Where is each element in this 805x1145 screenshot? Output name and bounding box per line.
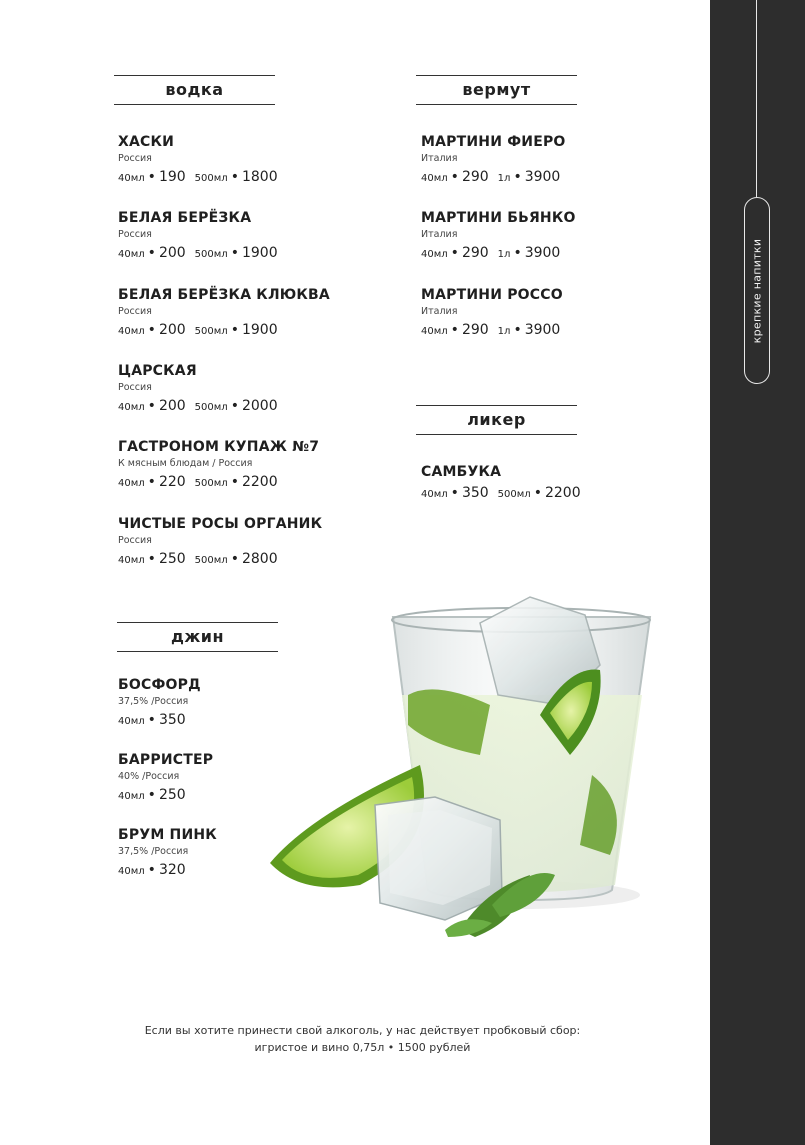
- gin-section-title: джин: [170, 627, 225, 646]
- menu-item-vodka: [118, 363, 278, 414]
- price: 3900: [524, 169, 561, 185]
- price: 250: [158, 787, 186, 803]
- item-name: МАРТИНИ ФИЕРО: [421, 134, 566, 150]
- price: 190: [158, 169, 186, 185]
- item-name: ГАСТРОНОМ КУПАЖ №7: [118, 439, 320, 455]
- item-price: 40мл • 220 500мл • 2200: [118, 474, 278, 490]
- price: 220: [158, 474, 186, 490]
- menu-item-gin: [118, 677, 201, 728]
- price: 290: [461, 322, 489, 338]
- menu-item-vermouth: [421, 134, 566, 185]
- price: 320: [158, 862, 186, 878]
- item-origin: Россия: [118, 535, 152, 546]
- item-price: 40мл • 200 500мл • 2000: [118, 398, 278, 414]
- menu-item-vodka: [118, 287, 330, 338]
- item-origin: Россия: [118, 229, 152, 240]
- item-name: САМБУКА: [421, 464, 502, 480]
- corkage-note-line-1: Если вы хотите принести свой алкоголь, у нас действует пробковый сбор:: [144, 1024, 581, 1037]
- item-origin: Россия: [118, 382, 152, 393]
- item-name: МАРТИНИ РОССО: [421, 287, 563, 303]
- vermouth-section-title: вермут: [462, 80, 531, 99]
- volume: 40мл: [118, 555, 145, 566]
- item-origin: К мясным блюдам / Россия: [118, 458, 253, 469]
- volume: 40мл: [118, 402, 145, 413]
- menu-item-vodka: [118, 439, 319, 490]
- item-name: ЧИСТЫЕ РОСЫ ОРГАНИК: [118, 516, 323, 532]
- corkage-note: [60, 1022, 665, 1056]
- item-origin: 37,5% /Россия: [118, 846, 189, 857]
- item-price: 40мл • 290 1л • 3900: [421, 245, 561, 261]
- item-origin: Италия: [421, 229, 458, 240]
- volume: 40мл: [118, 866, 145, 877]
- volume: 40мл: [118, 173, 145, 184]
- price: 200: [158, 398, 186, 414]
- price: 290: [461, 245, 489, 261]
- price: 2200: [241, 474, 278, 490]
- volume: 500мл: [194, 173, 228, 184]
- menu-item-gin: [118, 827, 217, 878]
- volume: 40мл: [421, 249, 448, 260]
- volume: 40мл: [118, 326, 145, 337]
- category-tab[interactable]: [744, 197, 770, 384]
- price: 350: [158, 712, 186, 728]
- liqueur-section-title: ликер: [467, 410, 526, 429]
- volume: 40мл: [118, 249, 145, 260]
- price: 350: [461, 485, 489, 501]
- volume: 500мл: [194, 326, 228, 337]
- corkage-note-line-2: игристое и вино 0,75л • 1500 рублей: [254, 1041, 471, 1054]
- volume: 500мл: [194, 402, 228, 413]
- item-price: 40мл • 200 500мл • 1900: [118, 245, 278, 261]
- price: 3900: [524, 322, 561, 338]
- vodka-section-header: [114, 75, 275, 105]
- item-origin: Италия: [421, 306, 458, 317]
- price: 2200: [544, 485, 581, 501]
- item-name: ХАСКИ: [118, 134, 175, 150]
- item-origin: Россия: [118, 306, 152, 317]
- item-price: 40мл • 290 1л • 3900: [421, 169, 561, 185]
- item-name: ЦАРСКАЯ: [118, 363, 197, 379]
- price: 290: [461, 169, 489, 185]
- gin-glass-illustration: [230, 545, 700, 1000]
- volume: 1л: [497, 173, 511, 184]
- item-price: 40мл • 250 500мл • 2800: [118, 551, 278, 567]
- item-name: БРУМ ПИНК: [118, 827, 217, 843]
- vermouth-section-header: [416, 75, 577, 105]
- volume: 500мл: [497, 489, 531, 500]
- item-origin: Италия: [421, 153, 458, 164]
- sidebar-line: [756, 0, 757, 197]
- price: 2000: [241, 398, 278, 414]
- volume: 500мл: [194, 555, 228, 566]
- item-name: БАРРИСТЕР: [118, 752, 214, 768]
- price: 2800: [241, 551, 278, 567]
- item-price: 40мл • 190 500мл • 1800: [118, 169, 278, 185]
- item-origin: 37,5% /Россия: [118, 696, 189, 707]
- volume: 500мл: [194, 478, 228, 489]
- price: 3900: [524, 245, 561, 261]
- volume: 40мл: [118, 478, 145, 489]
- menu-item-vodka: [118, 134, 278, 185]
- category-tab-label: крепкие напитки: [750, 238, 764, 343]
- price: 1800: [241, 169, 278, 185]
- volume: 40мл: [421, 326, 448, 337]
- item-price: 40мл • 290 1л • 3900: [421, 322, 561, 338]
- price: 1900: [241, 245, 278, 261]
- volume: 1л: [497, 249, 511, 260]
- ice-cube-highlight: [388, 810, 492, 905]
- price: 1900: [241, 322, 278, 338]
- item-price: 40мл • 200 500мл • 1900: [118, 322, 278, 338]
- volume: 40мл: [421, 489, 448, 500]
- volume: 40мл: [421, 173, 448, 184]
- liqueur-section-header: [416, 405, 577, 435]
- price: 200: [158, 245, 186, 261]
- volume: 40мл: [118, 791, 145, 802]
- item-price: 40мл • 320: [118, 862, 186, 878]
- item-price: 40мл • 250: [118, 787, 186, 803]
- item-name: БЕЛАЯ БЕРЁЗКА КЛЮКВА: [118, 287, 330, 303]
- menu-item-liqueur: [421, 464, 581, 501]
- menu-item-vermouth: [421, 210, 576, 261]
- item-origin: 40% /Россия: [118, 771, 180, 782]
- volume: 500мл: [194, 249, 228, 260]
- menu-item-vodka: [118, 210, 278, 261]
- item-origin: Россия: [118, 153, 152, 164]
- volume: 40мл: [118, 716, 145, 727]
- vodka-section-title: водка: [165, 80, 224, 99]
- menu-item-vermouth: [421, 287, 563, 338]
- item-name: МАРТИНИ БЬЯНКО: [421, 210, 576, 226]
- item-name: БОСФОРД: [118, 677, 201, 693]
- volume: 1л: [497, 326, 511, 337]
- price: 250: [158, 551, 186, 567]
- price: 200: [158, 322, 186, 338]
- menu-item-gin: [118, 752, 213, 803]
- category-sidebar: [710, 0, 805, 1145]
- item-price: 40мл • 350: [118, 712, 186, 728]
- item-name: БЕЛАЯ БЕРЁЗКА: [118, 210, 252, 226]
- item-price: 40мл • 350 500мл • 2200: [421, 485, 581, 501]
